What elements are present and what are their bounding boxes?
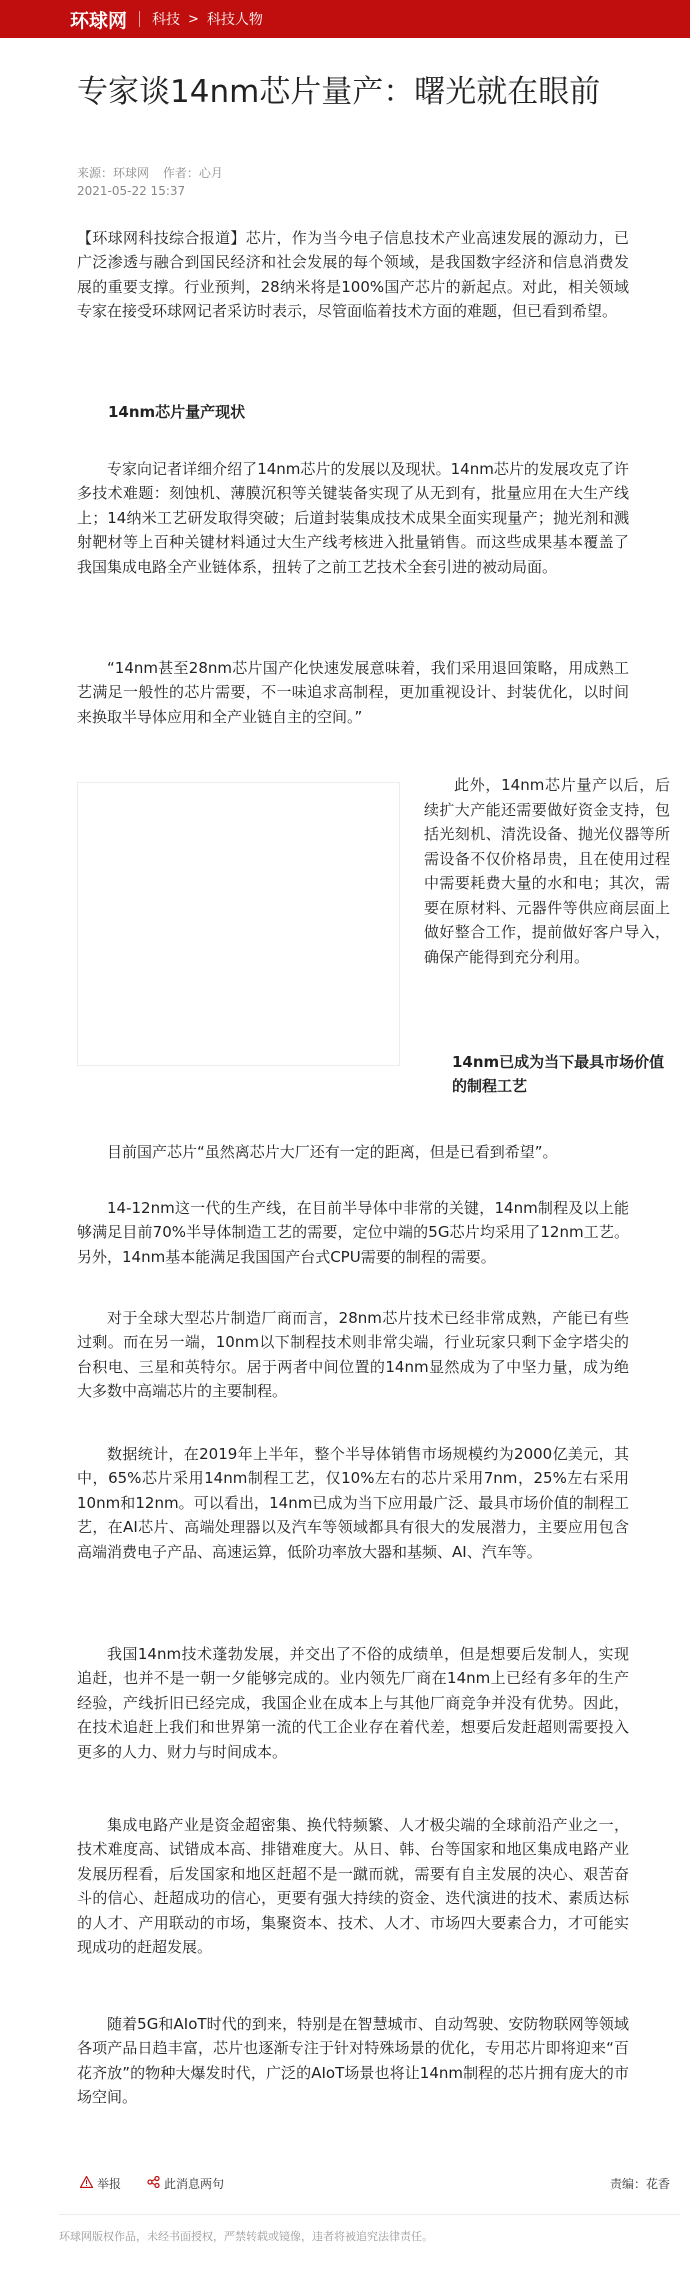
editor-credit: 责编：花香 xyxy=(609,2177,670,2191)
comment-button[interactable] xyxy=(147,2175,224,2192)
share-icon xyxy=(147,2176,160,2192)
report-label: 举报 xyxy=(97,2177,122,2191)
report-button[interactable] xyxy=(80,2175,121,2192)
article-actions xyxy=(80,2175,250,2192)
editor-name: 花香 xyxy=(645,2177,670,2191)
paragraph-statistics: 数据统计，在2019年上半年，整个半导体销售市场规模约为2000亿美元，其中，65%芯片采用14nm制程工艺，仅10%左右的芯片采用7nm，25%左右采用10nm和12nm。可以看出，14nm已成为当下应用最广泛、最具市场价值的制程工艺，在AI芯片、高端处理器以及汽车等领域都具有很大的发展潜力，主要应用包含高端消费电子产品、高速运算，低阶功率放大器和基频、AI、汽车等。 xyxy=(77,1445,629,1561)
breadcrumb-tech[interactable]: 科技 xyxy=(152,12,181,28)
paragraph-global-fabs: 对于全球大型芯片制造厂商而言，28nm芯片技术已经非常成熟，产能已有些过剩。而在另一端，10nm以下制程技术则非常尖端，行业玩家只剩下金字塔尖的台积电、三星和英特尔。居于两者中间位置的14nm显然成为了中坚力量，成为绝大多数中高端芯片的主要制程。 xyxy=(77,1309,629,1401)
author-name: 心月 xyxy=(198,166,223,180)
section-heading-market: 14nm已成为当下最具市场价值的制程工艺 xyxy=(452,1053,665,1095)
paragraph-intro: 【环球网科技综合报道】芯片，作为当今电子信息技术产业高速发展的源动力，已广泛渗透与融合到国民经济和社会发展的每个领域，是我国数字经济和信息消费发展的重要支撑。行业预判，28纳米将是100%国产芯片的新起点。对此，相关领域专家在接受环球网记者采访时表示，尽管面临着技术方面的难题，但已看到希望。 xyxy=(77,229,629,321)
site-logo[interactable]: 环球网 xyxy=(70,9,128,32)
warning-icon xyxy=(80,2176,93,2192)
paragraph-hope: 目前国产芯片“虽然离芯片大厂还有一定的距离，但是已看到希望”。 xyxy=(107,1143,558,1161)
top-nav-bar xyxy=(0,0,690,38)
publish-date: 2021-05-22 15:37 xyxy=(77,184,186,198)
paragraph-quote: “14nm甚至28nm芯片国产化快速发展意味着，我们采用退回策略，用成熟工艺满足一般性的芯片需要，不一味追求高制程，更加重视设计、封装优化，以时间来换取半导体应用和全产业链自主的空间。” xyxy=(77,659,629,726)
footer-divider xyxy=(59,2214,680,2215)
section-heading-status: 14nm芯片量产现状 xyxy=(108,403,246,421)
comment-label: 此消息两句 xyxy=(164,2177,225,2191)
source-name[interactable]: 环球网 xyxy=(113,166,150,180)
paragraph-expert-intro: 专家向记者详细介绍了14nm芯片的发展以及现状。14nm芯片的发展攻克了许多技术难题：刻蚀机、薄膜沉积等关键装备实现了从无到有，批量应用在大生产线上；14纳米工艺研发取得突破；后道封装集成技术成果全面实现量产；抛光剂和溅射靶材等上百种关键材料通过大生产线考核进入批量销售。而这些成果基本覆盖了我国集成电路全产业链体系，扭转了之前工艺技术全套引进的被动局面。 xyxy=(77,460,629,576)
article-title: 专家谈14nm芯片量产：曙光就在眼前 xyxy=(77,74,601,110)
paragraph-catchup: 我国14nm技术蓬勃发展，并交出了不俗的成绩单，但是想要后发制人，实现追赶，也并不是一朝一夕能够完成的。业内领先厂商在14nm上已经有多年的生产经验，产线折旧已经完成，我国企业在成本上与其他厂商竞争并没有优势。因此，在技术追赶上我们和世界第一流的代工企业存在着代差，想要后发赶超则需要投入更多的人力、财力与时间成本。 xyxy=(77,1645,629,1761)
breadcrumb-separator: > xyxy=(188,11,199,27)
paragraph-capacity: 此外，14nm芯片量产以后，后续扩大产能还需要做好资金支持，包括光刻机、清洗设备、抛光仪器等所需设备不仅价格昂贵，且在使用过程中需要耗费大量的水和电；其次，需要在原材料、元器件等供应商层面上做好整合工作，提前做好客户导入，确保产能得到充分利用。 xyxy=(424,776,670,966)
source-label: 来源：环球网 xyxy=(77,166,150,180)
paragraph-ic-industry: 集成电路产业是资金超密集、换代特频繁、人才极尖端的全球前沿产业之一，技术难度高、试错成本高、排错难度大。从日、韩、台等国家和地区集成电路产业发展历程看，后发国家和地区赶超不是一蹴而就，需要有自主发展的决心、艰苦奋斗的信心、赶超成功的信心，更要有强大持续的资金、迭代演进的技术、素质达标的人才、产用联动的市场，集聚资本、技术、人才、市场四大要素合力，才可能实现成功的赶超发展。 xyxy=(77,1816,629,1957)
article-meta xyxy=(77,164,233,181)
author-label: 作者：心月 xyxy=(162,166,223,180)
nav-divider xyxy=(139,11,140,27)
copyright-notice: 环球网版权作品，未经书面授权，严禁转载或镜像，违者将被追究法律责任。 xyxy=(59,2230,433,2243)
paragraph-5g-aiot: 随着5G和AIoT时代的到来，特别是在智慧城市、自动驾驶、安防物联网等领域各项产品日趋丰富，芯片也逐渐专注于针对特殊场景的优化，专用芯片即将迎来“百花齐放”的物种大爆发时代，广泛的AIoT场景也将让14nm制程的芯片拥有庞大的市场空间。 xyxy=(77,2015,629,2107)
paragraph-production-line: 14-12nm这一代的生产线，在目前半导体中非常的关键，14nm制程及以上能够满足目前70%半导体制造工艺的需要，定位中端的5G芯片均采用了12nm工艺。另外，14nm基本能满足我国国产台式CPU需要的制程的需要。 xyxy=(77,1199,629,1266)
breadcrumb-tech-people[interactable]: 科技人物 xyxy=(206,12,263,28)
article-image-placeholder xyxy=(77,782,400,1066)
